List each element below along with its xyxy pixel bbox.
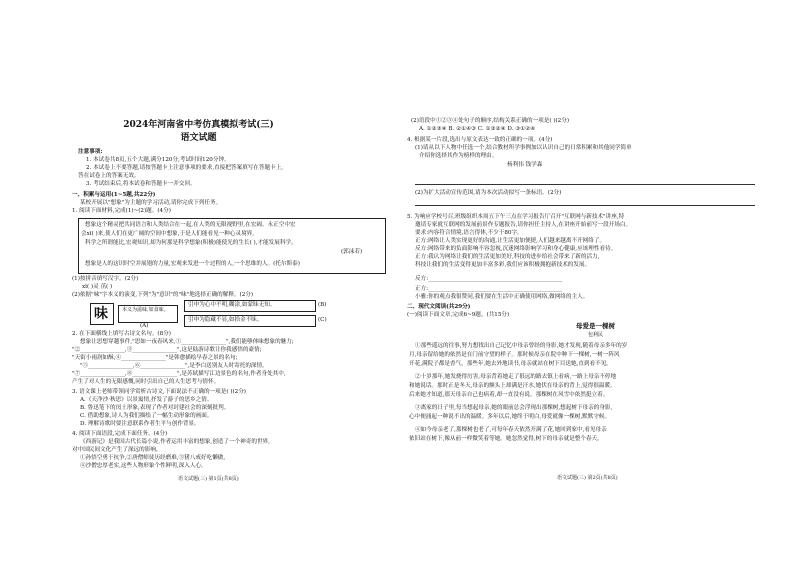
question-1: 1. 阅读下面材料,完成(1)~(2)题。(4分) — [72, 208, 171, 214]
notice-line: 答在试卷上的答案无效。 — [78, 173, 140, 179]
character-glyph-box — [90, 303, 114, 325]
notice-line: 1. 本试卷共8页,五个大题,满分120分,考试时间120分钟。 — [86, 157, 230, 163]
choice-c-label: (C) — [318, 317, 327, 323]
q3-option[interactable]: D. 理解诗歌时要注意联系作者生平与创作背景。 — [80, 421, 200, 427]
question-3: 3. 语文课上老师带领同学赏析古诗文,下面说法不正确的一项是( )(2分) — [72, 389, 246, 395]
q4b-slogan: (2)为扩大活动宣传范围,请为本次活动拟写一条标语。(2分) — [415, 190, 562, 196]
q5-line: 反方:网络带来的负面影响不容忽视,沉迷网络影响学习和身心健康,应该理性看待。 — [415, 246, 617, 252]
q4b-line: 介绍你选择其作为榜样的理由。 — [419, 153, 498, 159]
article-line: ③离家的日子里,每当想起母亲,她的眼前总会浮现出那棵树,想起树下母亲的身影, — [415, 405, 613, 411]
notice-line: 3. 考试结束后,将本试卷和答题卡一并交回。 — [86, 181, 196, 187]
question-1-2: (2)依据"味"字本义的演变,下列"为"意识"的"味"地选择正确的解释。(2分) — [72, 292, 254, 298]
article-author: 包利民 — [587, 332, 603, 338]
choice-a-label: (A) — [140, 323, 149, 329]
material-author: (郭沫若) — [341, 249, 363, 255]
answer-line[interactable] — [415, 205, 755, 206]
pinyin-blank[interactable]: xī( )灵 茁( ) — [82, 284, 113, 290]
poem-fill-line: 产生了对人生的无限感慨,同时引出自己的人生思考与情怀。 — [72, 379, 220, 385]
article-line: ①那些遥远的往事,努力想找出自己记忆中母亲曾经的身影,她才发现,随着母亲多年的岁 — [415, 343, 628, 349]
choice-c-box[interactable] — [184, 315, 316, 327]
right-question-top-options[interactable]: A. ①②③④ B. ②①④③ C. ①③②④ D. ③①②④ — [419, 126, 536, 132]
exam-subtitle: 语文试题 — [180, 133, 217, 143]
character-glyph: 味 — [94, 306, 108, 322]
article-title: 母爱是一棵树 — [576, 322, 615, 330]
right-page-footer: 语文试题(三) 第2页(共8页) — [557, 475, 618, 481]
article-line: ④如今母亲老了,那棵树也老了,可每年春天依然开满了花,她回到家中,看见母亲 — [415, 427, 607, 433]
poem-fill-line[interactable]: "⑦________________,⑧________________",是苏轼描写江边景色的名句,作者身处其中, — [72, 371, 286, 377]
q3-option[interactable]: A.《天净沙·秋思》以景寓情,抒发了游子的思乡之情。 — [80, 397, 213, 403]
debate-note: 小雅:你的观点我很赞同,我们要在生活中正确使用网络,做网络的主人。 — [415, 294, 589, 300]
q4-line: 《西游记》是我国古代长篇小说,作者运用丰富的想象,创造了一个神奇的世界, — [80, 439, 270, 445]
q4-line: 对中国民间文化产生了深远的影响。 — [72, 447, 162, 453]
q5-line: 科技让我们的生活变得更加丰富多彩,我们应该积极拥抱新技术的发展。 — [415, 262, 591, 268]
question-5: 5. 为响应学校号召,班级组织本周五下午三点在学习报告厅召开"互联网与新技术"讲座,特 — [407, 214, 625, 220]
q3-option[interactable]: B. 鲁迅笔下的闰土形象,表现了作者对封建社会的深刻批判。 — [80, 405, 230, 411]
part-two-heading: 二、现代文阅读(共29分) — [407, 304, 471, 310]
exam-title: 2024年河南省中考仿真模拟考试(三) — [123, 120, 274, 130]
right-question-top: (2)语段中①②③④处句子的顺序,结构关系正确的一项是( )(2分) — [411, 118, 570, 124]
poem-fill-line[interactable]: "⑤________________,⑥________________",是李白送别友人时寄托的深情。 — [80, 363, 268, 369]
part-two-sub: (一)阅读下面文章,完成6~9题。(共15分) — [407, 312, 510, 318]
choice-a-box[interactable] — [118, 305, 178, 323]
answer-line[interactable] — [415, 184, 755, 185]
article-line: 后来她才知道,那天母亲自己也病着,却一直没有说。那棵树在风雪中依然挺立着。 — [409, 392, 609, 398]
q4-line: ④沙僧忠厚老实,这些人物形象个性鲜明,深入人心。 — [80, 463, 207, 469]
choice-a-text: 本义为滋味,如食味。 — [122, 307, 169, 313]
choice-b-text: 引申为心中不明,糊涂,如蒙昧无知。 — [188, 302, 276, 308]
notice-line: 2. 本试卷上不要答题,请按答题卡上注意事项的要求,直接把答案填写在答题卡上, — [86, 165, 284, 171]
activity-intro: 某校开展以"想象"为主题的学习活动,请你完成下列任务。 — [80, 200, 222, 206]
article-line: ②十岁那年,她发烧得厉害,母亲背着她走了很远的路去镇上看病,一路上母亲不停地 — [415, 374, 617, 380]
right-page — [397, 0, 794, 561]
q5-line: 邀请专家就互联网的发展前景作专题报告,请你担任主持人,在讲座开始前写一段开场白。 — [415, 222, 632, 228]
article-line: 开花,满院子都是香气。那些年,她去外地读书,母亲就站在树下目送她,直到看不见。 — [409, 361, 612, 367]
question-1-1: (1)按拼音填写汉字。(2分) — [72, 276, 139, 282]
debate-zhengfang[interactable]: 正方:________________________________________________ — [415, 286, 563, 292]
q5-line: 要求:内容符合情境,语言得体,不少于80字。 — [415, 230, 523, 236]
question-2: 2. 在下面横线上填写古诗文名句。(8分) — [72, 331, 171, 337]
q4b-names: 杨利伟 钱学森 — [507, 162, 543, 168]
q5-line: 正方:网络让人类实现更好的沟通,让生活更加便捷,人们越来越离不开网络了。 — [415, 238, 606, 244]
q3-option[interactable]: C. 借助想象,诗人为我们描绘了一幅生动形象的画面。 — [80, 413, 213, 419]
article-line: 和她说话。那时正是冬天,母亲的额头上却满是汗水,她伏在母亲的背上,觉得很温暖。 — [409, 383, 616, 389]
part-one-heading: 一、积累与运用(1~5题,共22分) — [72, 192, 156, 198]
material-line: 会xī( )来,使人们在更广阔的空间中想象,于是人们能看见一种心灵境界, — [81, 231, 255, 237]
left-page-footer: 语文试题(三) 第1页(共8页) — [178, 476, 239, 482]
notice-heading: 注意事项: — [78, 149, 103, 155]
question-4b: 4. 根据某一片段,选出与原文表达一致的正确的一项。(4分) — [407, 137, 553, 143]
q4b-line: (1)请从以下人物中任选一个,结合教材所学事例加以认识自己的日常积累和其他同学简单 — [415, 145, 632, 151]
question-4: 4. 阅读下面语段,完成下面任务。(4分) — [72, 431, 168, 437]
poem-fill-line[interactable]: 想象让思想穿越事件,"思如一夜春风来,①________________",我们能够体味想象的魅力; — [80, 339, 294, 345]
poem-fill-line[interactable]: "②________________,③________________",这是陆游诗歌让你我感悟的豪情; — [72, 347, 262, 353]
reading-material-box — [78, 218, 386, 274]
article-line: 依旧站在树下,像从前一样微笑着等她。她忽然觉得,树下的母亲就是整个春天。 — [409, 436, 603, 442]
choice-b-label: (B) — [318, 302, 327, 308]
material-line: 想象这个精灵把共同语言和人类结合在一起,在人类的无限视野里,在宏阔、永正空中宏 — [85, 222, 296, 228]
choice-b-box[interactable] — [184, 300, 316, 312]
material-line: 科学之所谓能比,宏观知识,却为何那是科学想象(积极)能使光的生长( ),才能发展科学。 — [85, 240, 297, 246]
q5-line: 正方:我认为网络让我们的生活更加美好,科技的进步给社会带来了新的活力, — [415, 254, 600, 260]
choice-c-text: 引申为隐藏不显,如拾金不昧。 — [188, 317, 263, 323]
material-line: 想象是人的这识时空并展翅的力量,宏观来发进一个过程的人,一个思维的人。(托尔斯泰) — [85, 261, 300, 267]
article-line: 心中便涌起一种说不出的温暖。多年以后,她终于明白,母爱就像一棵树,默默守候。 — [409, 414, 611, 420]
article-line: 月,母亲留给她的依然是在门前守望的样子。那时候母亲在院中种下一棵树,一树一阵风 — [409, 352, 620, 358]
debate-fanfang[interactable]: 反方:________________________________________________ — [415, 276, 563, 282]
poem-fill-line[interactable]: "天街小雨润如酥,④________________"是韩愈描绘早春之景的名句; — [72, 355, 238, 361]
q4-line: ①孙悟空勇于抗争,②唐僧师徒历经磨难,③猪八戒好吃懒做, — [80, 455, 226, 461]
